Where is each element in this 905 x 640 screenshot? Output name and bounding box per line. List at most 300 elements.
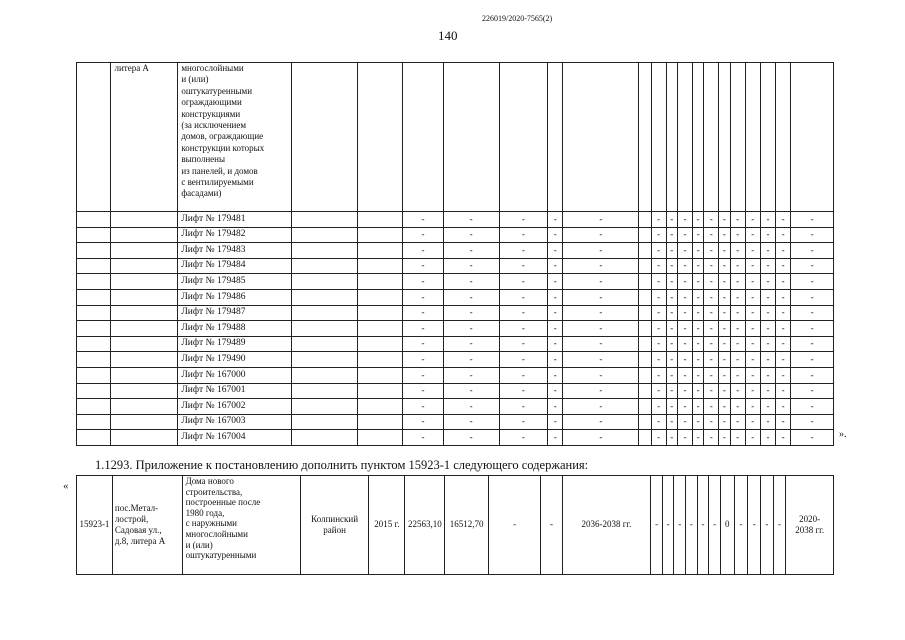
dash-cell: - — [776, 212, 791, 228]
dash-cell: - — [677, 399, 692, 415]
item-number: 15923-1 — [77, 476, 113, 575]
dash-cell: - — [693, 336, 704, 352]
dash-cell: - — [499, 367, 548, 383]
empty-cell — [291, 212, 357, 228]
empty-cell — [291, 227, 357, 243]
empty-cell — [111, 258, 178, 274]
dash-cell: - — [443, 367, 499, 383]
empty-cell — [291, 414, 357, 430]
empty-cell — [77, 243, 111, 259]
dash-cell: - — [443, 289, 499, 305]
opening-quote: « — [63, 480, 69, 492]
dash-cell: - — [403, 414, 444, 430]
lift-label: Лифт № 167002 — [178, 399, 291, 415]
dash-cell: - — [651, 367, 666, 383]
dash-cell: - — [719, 367, 730, 383]
dash-cell: - — [563, 399, 639, 415]
empty-cell — [291, 367, 357, 383]
empty-cell — [357, 367, 403, 383]
empty-cell — [291, 258, 357, 274]
dash-cell: - — [776, 430, 791, 446]
dash-cell: - — [693, 289, 704, 305]
dash-cell: - — [548, 258, 563, 274]
lift-label: Лифт № 179486 — [178, 289, 291, 305]
dash-cell: - — [651, 243, 666, 259]
area1-cell: 22563,10 — [405, 476, 445, 575]
lift-label: Лифт № 179485 — [178, 274, 291, 290]
empty-cell — [111, 289, 178, 305]
empty-cell — [111, 274, 178, 290]
dash-cell: - — [776, 243, 791, 259]
dash-cell: - — [666, 367, 677, 383]
final-period-cell: 2020- 2038 гг. — [786, 476, 834, 575]
dash-cell: - — [776, 336, 791, 352]
dash-cell: - — [651, 336, 666, 352]
dash-cell: - — [704, 336, 719, 352]
dash-cell: - — [499, 336, 548, 352]
dash-cell: - — [443, 321, 499, 337]
page-number: 140 — [438, 28, 458, 43]
dash-cell: - — [776, 305, 791, 321]
dash-cell: - — [548, 430, 563, 446]
dash-cell: - — [730, 383, 745, 399]
dash-cell: - — [730, 212, 745, 228]
dash-cell: - — [745, 321, 760, 337]
empty-cell — [291, 289, 357, 305]
lift-label: Лифт № 179487 — [178, 305, 291, 321]
dash-cell: - — [548, 289, 563, 305]
empty-cell — [77, 321, 111, 337]
dash-cell: - — [677, 243, 692, 259]
dash-cell: - — [704, 258, 719, 274]
table-row — [77, 212, 834, 228]
dash-cell: - — [776, 227, 791, 243]
dash-cell: - — [651, 305, 666, 321]
dash-cell: - — [791, 258, 834, 274]
dash-cell: - — [704, 414, 719, 430]
dash-cell: - — [730, 227, 745, 243]
dash-cell: - — [548, 399, 563, 415]
dash-cell: - — [403, 367, 444, 383]
dash-cell: - — [666, 258, 677, 274]
dash-cell: - — [730, 352, 745, 368]
empty-cell — [111, 414, 178, 430]
year-cell: 2015 г. — [369, 476, 405, 575]
dash-cell: - — [719, 383, 730, 399]
dash-cell: - — [745, 274, 760, 290]
empty-cell — [639, 305, 651, 321]
dash-cell: - — [651, 212, 666, 228]
area2-cell: 16512,70 — [445, 476, 488, 575]
empty-cell — [639, 258, 651, 274]
dash-cell: - — [760, 289, 775, 305]
dash-cell: - — [443, 258, 499, 274]
dash-cell: - — [666, 289, 677, 305]
empty-cell — [639, 336, 651, 352]
dash-cell: - — [730, 430, 745, 446]
dash-cell: - — [443, 399, 499, 415]
dash-cell: - — [730, 367, 745, 383]
dash-cell: - — [563, 243, 639, 259]
empty-cell — [111, 243, 178, 259]
dash-cell: - — [730, 321, 745, 337]
table-row — [77, 227, 834, 243]
lifts-table — [76, 62, 834, 446]
lift-label: Лифт № 179490 — [178, 352, 291, 368]
new-item-table — [76, 475, 834, 575]
description-row — [77, 63, 834, 212]
dash-cell: - — [563, 305, 639, 321]
empty-cell — [77, 336, 111, 352]
dash-cell: - — [677, 383, 692, 399]
empty-cell — [291, 399, 357, 415]
dash-cell: - — [443, 227, 499, 243]
value-cell: - — [697, 476, 709, 575]
table-row — [77, 336, 834, 352]
value-cell: - — [674, 476, 686, 575]
value-cell: - — [651, 476, 663, 575]
dash-cell: - — [730, 336, 745, 352]
dash-cell: - — [719, 258, 730, 274]
empty-cell — [291, 305, 357, 321]
dash-cell: - — [693, 352, 704, 368]
dash-cell: - — [677, 305, 692, 321]
dash-cell: - — [563, 212, 639, 228]
dash-cell: - — [666, 305, 677, 321]
dash-cell: - — [776, 367, 791, 383]
dash-cell: - — [791, 227, 834, 243]
dash-cell: - — [499, 227, 548, 243]
dash-cell: - — [677, 212, 692, 228]
dash-cell: - — [563, 352, 639, 368]
dash-cell: - — [760, 227, 775, 243]
dash-cell: - — [443, 430, 499, 446]
dash-cell: - — [791, 212, 834, 228]
value-cell: - — [761, 476, 774, 575]
dash-cell: - — [563, 321, 639, 337]
empty-cell — [639, 383, 651, 399]
dash-cell: - — [693, 243, 704, 259]
dash-cell: - — [791, 367, 834, 383]
dash-cell: - — [745, 414, 760, 430]
lift-label: Лифт № 167004 — [178, 430, 291, 446]
dash-cell: - — [499, 383, 548, 399]
dash-cell: - — [443, 383, 499, 399]
lift-label: Лифт № 167003 — [178, 414, 291, 430]
dash-cell: - — [499, 243, 548, 259]
empty-cell — [639, 399, 651, 415]
empty-cell — [639, 227, 651, 243]
dash-cell: - — [651, 430, 666, 446]
dash-cell: - — [745, 352, 760, 368]
dash-cell: - — [443, 274, 499, 290]
dash-cell: - — [677, 336, 692, 352]
dash-cell: - — [693, 430, 704, 446]
dash-cell: - — [548, 367, 563, 383]
empty-cell — [639, 414, 651, 430]
dash-cell: - — [677, 289, 692, 305]
empty-cell — [357, 336, 403, 352]
dash-cell: - — [563, 414, 639, 430]
dash-cell: - — [651, 258, 666, 274]
empty-cell — [357, 274, 403, 290]
dash-cell: - — [563, 258, 639, 274]
value-cell: - — [773, 476, 786, 575]
dash-cell: - — [719, 289, 730, 305]
empty-cell — [77, 352, 111, 368]
empty-cell — [357, 430, 403, 446]
empty-cell — [357, 321, 403, 337]
dash-cell: - — [548, 321, 563, 337]
amendment-paragraph: 1.1293. Приложение к постановлению дополнить пунктом 15923-1 следующего содержания: — [95, 458, 589, 472]
dash-cell: - — [499, 430, 548, 446]
empty-cell — [357, 212, 403, 228]
dash-cell: - — [548, 414, 563, 430]
dash-cell: - — [760, 212, 775, 228]
dash-cell: - — [499, 352, 548, 368]
dash-cell: - — [776, 321, 791, 337]
dash-cell: - — [791, 352, 834, 368]
table-row — [77, 476, 834, 575]
dash-cell: - — [651, 383, 666, 399]
dash-cell: - — [499, 414, 548, 430]
dash-cell: - — [730, 289, 745, 305]
dash-cell: - — [651, 352, 666, 368]
dash-cell: - — [403, 258, 444, 274]
empty-cell — [357, 227, 403, 243]
empty-cell — [111, 430, 178, 446]
dash-cell: - — [791, 336, 834, 352]
dash-cell: - — [704, 274, 719, 290]
value-cell: - — [686, 476, 698, 575]
dash-cell: - — [745, 243, 760, 259]
dash-cell: - — [651, 414, 666, 430]
dash-cell: - — [666, 399, 677, 415]
dash-cell: - — [563, 336, 639, 352]
dash-cell: - — [791, 321, 834, 337]
dash-cell: - — [403, 321, 444, 337]
dash-cell: - — [693, 258, 704, 274]
dash-cell: - — [666, 336, 677, 352]
dash-cell: - — [745, 258, 760, 274]
dash-cell: - — [563, 383, 639, 399]
dash-cell: - — [730, 258, 745, 274]
empty-cell — [639, 321, 651, 337]
dash-cell: - — [719, 352, 730, 368]
dash-cell: - — [651, 399, 666, 415]
dash-cell: - — [760, 383, 775, 399]
empty-cell — [357, 383, 403, 399]
dash-cell: - — [745, 212, 760, 228]
dash-cell: - — [693, 227, 704, 243]
dash-cell: - — [776, 289, 791, 305]
lift-label: Лифт № 167001 — [178, 383, 291, 399]
dash-cell: - — [745, 399, 760, 415]
empty-cell — [77, 430, 111, 446]
dash-cell: - — [776, 352, 791, 368]
dash-cell: - — [677, 352, 692, 368]
dash-cell: - — [791, 243, 834, 259]
dash-cell: - — [745, 227, 760, 243]
dash-cell: - — [693, 367, 704, 383]
dash-cell: - — [666, 212, 677, 228]
empty-cell — [291, 321, 357, 337]
dash-cell: - — [548, 243, 563, 259]
value-cell: 0 — [720, 476, 734, 575]
empty-cell — [111, 321, 178, 337]
dash-cell: - — [693, 274, 704, 290]
dash-cell: - — [693, 212, 704, 228]
description-cell: многослойными и (или) оштукатуренными ограждающими конструкциями (за исключением домов, ограждающие конструкции которых выполнены из панелей, и домов с вентилируемыми фасадами) — [178, 63, 291, 212]
dash-cell: - — [760, 258, 775, 274]
dash-cell: - — [548, 383, 563, 399]
dash-cell: - — [548, 336, 563, 352]
dash-cell: - — [548, 352, 563, 368]
dash-cell: - — [776, 383, 791, 399]
lift-label: Лифт № 179482 — [178, 227, 291, 243]
period-cell: 2036-2038 гг. — [562, 476, 651, 575]
dash-cell: - — [791, 383, 834, 399]
value-cell: - — [662, 476, 674, 575]
empty-cell — [77, 414, 111, 430]
empty-cell — [357, 243, 403, 259]
dash-cell: - — [563, 227, 639, 243]
dash-cell: - — [548, 305, 563, 321]
dash-cell: - — [730, 399, 745, 415]
dash-cell: - — [760, 399, 775, 415]
table-row — [77, 289, 834, 305]
dash-cell: - — [704, 383, 719, 399]
empty-cell — [111, 399, 178, 415]
value-cell: - — [748, 476, 761, 575]
empty-cell — [357, 258, 403, 274]
dash-cell: - — [704, 399, 719, 415]
dash-cell: - — [443, 243, 499, 259]
dash-cell: - — [666, 414, 677, 430]
dash-cell: - — [760, 414, 775, 430]
empty-cell — [291, 274, 357, 290]
dash-cell: - — [760, 367, 775, 383]
dash-cell: - — [677, 414, 692, 430]
dash-cell: - — [693, 321, 704, 337]
empty-cell — [291, 352, 357, 368]
dash-cell: - — [704, 430, 719, 446]
dash-cell: - — [730, 243, 745, 259]
dash-cell: - — [563, 289, 639, 305]
dash-cell: - — [651, 274, 666, 290]
empty-cell — [111, 367, 178, 383]
dash-cell: - — [776, 399, 791, 415]
table-row — [77, 258, 834, 274]
dash-cell: - — [403, 336, 444, 352]
dash-cell: - — [760, 321, 775, 337]
dash-cell: - — [666, 274, 677, 290]
dash-cell: - — [730, 274, 745, 290]
dash-cell: - — [666, 243, 677, 259]
dash-cell: - — [403, 243, 444, 259]
dash-cell: - — [760, 243, 775, 259]
dash-cell: - — [791, 305, 834, 321]
dash-cell: - — [499, 212, 548, 228]
dash-cell: - — [791, 414, 834, 430]
lift-label: Лифт № 179484 — [178, 258, 291, 274]
dash-cell: - — [719, 399, 730, 415]
empty-cell — [357, 352, 403, 368]
dash-cell: - — [719, 274, 730, 290]
dash-cell: - — [403, 289, 444, 305]
dash-cell: - — [760, 352, 775, 368]
empty-cell — [77, 212, 111, 228]
table-row — [77, 430, 834, 446]
dash-cell: - — [403, 305, 444, 321]
table-row — [77, 243, 834, 259]
table-row — [77, 383, 834, 399]
dash-cell: - — [666, 383, 677, 399]
dash-cell: - — [719, 227, 730, 243]
dash-cell: - — [693, 305, 704, 321]
dash-cell: - — [548, 212, 563, 228]
description-cell: Дома нового строительства, построенные после 1980 года, с наружными многослойными и (или) оштукатуренными — [182, 476, 300, 575]
empty-cell — [111, 352, 178, 368]
table-row — [77, 352, 834, 368]
empty-cell — [639, 212, 651, 228]
dash-cell: - — [719, 243, 730, 259]
dash-cell: - — [760, 336, 775, 352]
document-number: 226019/2020-7565(2) — [482, 14, 553, 23]
dash-cell: - — [760, 305, 775, 321]
dash-cell: - — [403, 212, 444, 228]
empty-cell — [77, 305, 111, 321]
dash-cell: - — [760, 274, 775, 290]
dash-cell: - — [677, 430, 692, 446]
dash-cell: - — [651, 321, 666, 337]
empty-cell — [77, 227, 111, 243]
empty-cell — [111, 212, 178, 228]
empty-cell — [77, 258, 111, 274]
dash-cell: - — [403, 399, 444, 415]
dash-cell: - — [704, 227, 719, 243]
dash-cell: - — [776, 258, 791, 274]
dash-cell: - — [666, 321, 677, 337]
dash-cell: - — [745, 430, 760, 446]
value-cell: - — [709, 476, 721, 575]
dash-cell: - — [745, 305, 760, 321]
table-row — [77, 274, 834, 290]
empty-cell — [111, 336, 178, 352]
empty-cell — [357, 305, 403, 321]
dash-cell: - — [499, 274, 548, 290]
dash-cell: - — [745, 289, 760, 305]
empty-cell — [111, 227, 178, 243]
empty-cell — [639, 274, 651, 290]
dash-cell: - — [693, 414, 704, 430]
dash-cell: - — [745, 336, 760, 352]
dash-cell: - — [704, 305, 719, 321]
dash-cell: - — [563, 367, 639, 383]
dash-cell: - — [719, 305, 730, 321]
lift-label: Лифт № 179488 — [178, 321, 291, 337]
dash-cell: - — [443, 414, 499, 430]
dash-cell: - — [443, 352, 499, 368]
dash-cell: - — [745, 367, 760, 383]
dash-cell: - — [704, 243, 719, 259]
dash-cell: - — [704, 289, 719, 305]
dash-cell: - — [704, 321, 719, 337]
dash-cell: - — [499, 289, 548, 305]
empty-cell — [77, 399, 111, 415]
lift-label: Лифт № 179489 — [178, 336, 291, 352]
dash-cell: - — [776, 414, 791, 430]
